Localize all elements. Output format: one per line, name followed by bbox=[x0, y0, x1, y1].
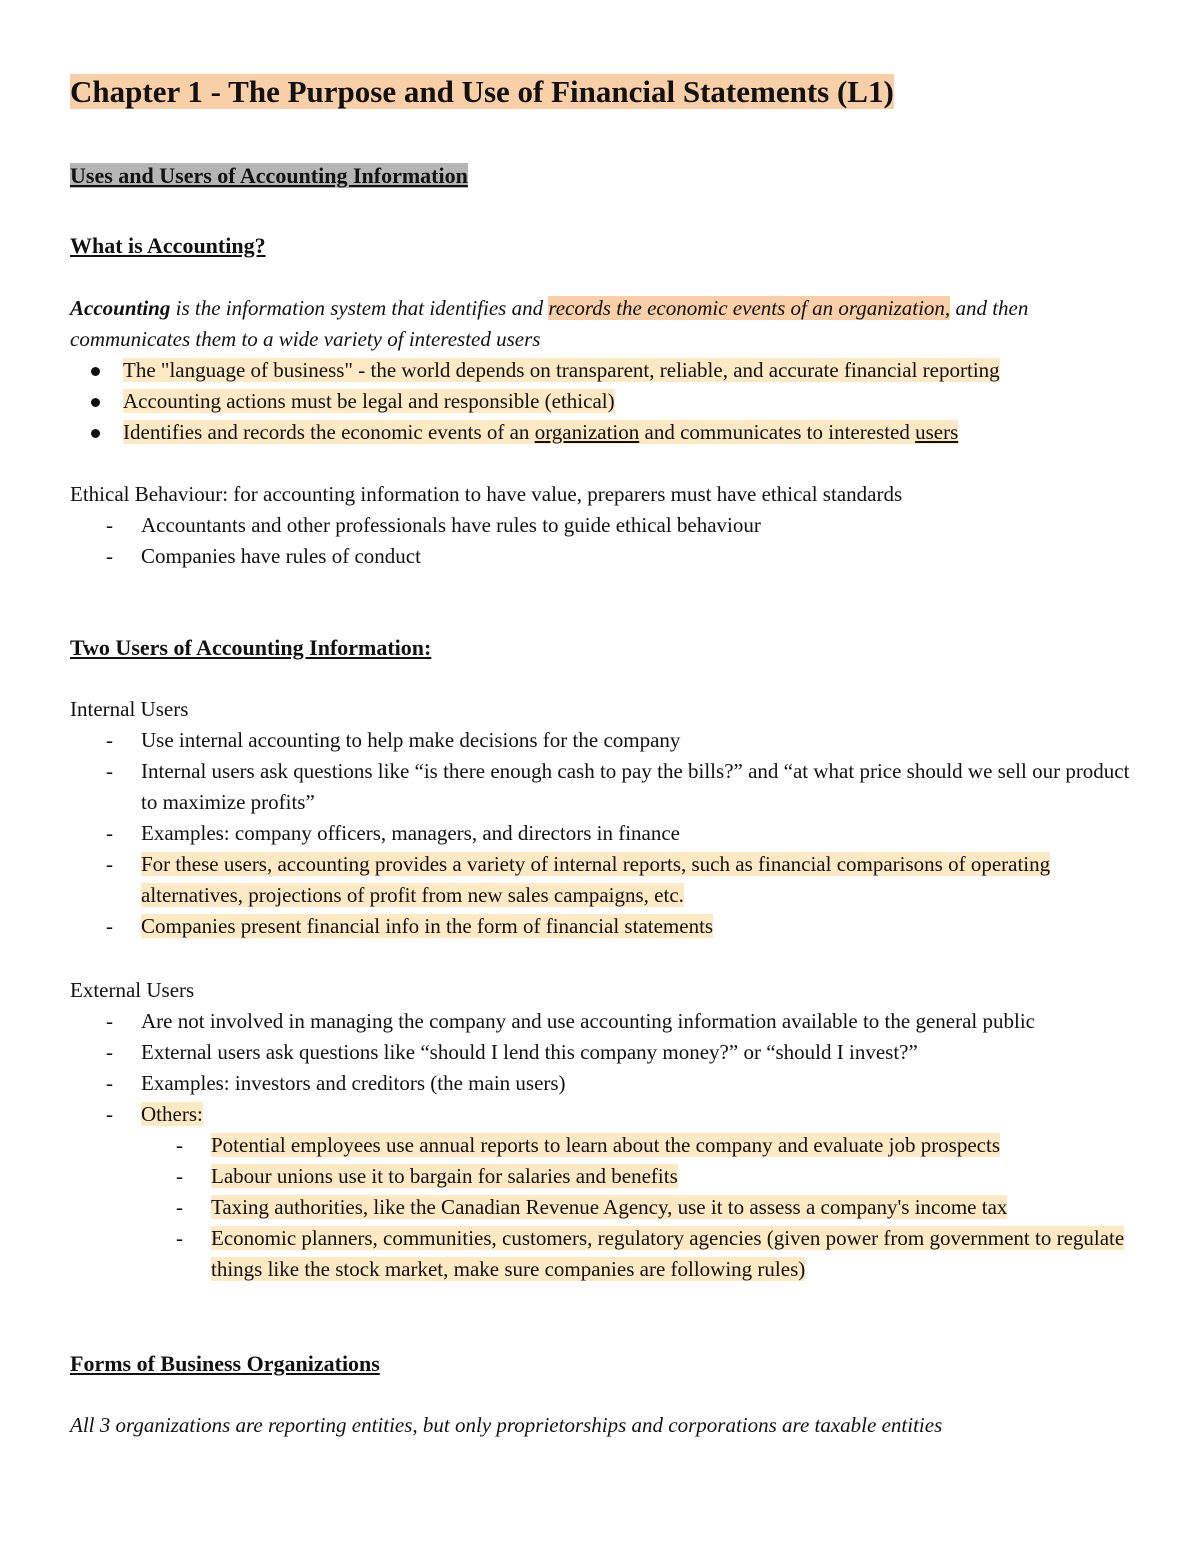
list-item: - Companies have rules of conduct bbox=[70, 541, 1140, 572]
dash-marker: - bbox=[176, 1164, 183, 1188]
dash-marker: - bbox=[106, 1009, 113, 1033]
list-item: - Examples: company officers, managers, and directors in finance bbox=[70, 818, 1140, 849]
internal-users-block bbox=[70, 694, 1140, 942]
ethical-behaviour-block bbox=[70, 479, 1140, 572]
dash-marker: - bbox=[106, 821, 113, 845]
list-item: - Examples: investors and creditors (the main users) bbox=[70, 1068, 1140, 1099]
list-item: - Taxing authorities, like the Canadian Revenue Agency, use it to assess a company's income tax bbox=[70, 1192, 1140, 1223]
external-users-block bbox=[70, 975, 1140, 1285]
dash-marker: - bbox=[106, 1071, 113, 1095]
dash-marker: - bbox=[106, 1040, 113, 1064]
list-item: Identifies and records the economic events of an organization and communicates to interested users bbox=[70, 417, 1140, 448]
external-users-label: External Users bbox=[70, 978, 195, 1002]
chapter-title-block bbox=[70, 72, 1140, 112]
list-item: - Are not involved in managing the company and use accounting information available to the general public bbox=[70, 1006, 1140, 1037]
list-item: - Potential employees use annual reports to learn about the company and evaluate job prospects bbox=[70, 1130, 1140, 1161]
ethics-intro: Ethical Behaviour: for accounting information to have value, preparers must have ethical standards bbox=[70, 482, 903, 506]
accounting-definition: Accounting is the information system that identifies and records the economic events of an organization, and then communicates them to a wide variety of interested users bbox=[70, 296, 1029, 351]
bullet-icon bbox=[91, 367, 100, 376]
dash-marker: - bbox=[106, 544, 113, 568]
bullet-icon bbox=[91, 398, 100, 407]
bullet-icon bbox=[91, 429, 100, 438]
dash-marker: - bbox=[106, 1102, 113, 1126]
dash-marker: - bbox=[106, 728, 113, 752]
list-item: - Economic planners, communities, customers, regulatory agencies (given power from government to regulate things like the stock market, make sure companies are following rules) bbox=[70, 1223, 1140, 1285]
dash-marker: - bbox=[106, 759, 113, 783]
internal-users-label: Internal Users bbox=[70, 697, 189, 721]
list-item: - Use internal accounting to help make decisions for the company bbox=[70, 725, 1140, 756]
list-item: The "language of business" - the world depends on transparent, reliable, and accurate financial reporting bbox=[70, 355, 1140, 386]
others-sublist bbox=[70, 1130, 1140, 1285]
dash-marker: - bbox=[106, 914, 113, 938]
forms-statement-block bbox=[70, 1410, 1140, 1441]
accounting-bullet-list bbox=[70, 355, 1140, 448]
dash-marker: - bbox=[176, 1195, 183, 1219]
chapter-title: Chapter 1 - The Purpose and Use of Financial Statements (L1) bbox=[70, 74, 894, 109]
definition-highlight: records the economic events of an organization, bbox=[548, 296, 951, 320]
dash-marker: - bbox=[176, 1133, 183, 1157]
list-item: - Internal users ask questions like “is there enough cash to pay the bills?” and “at what price should we sell our product to maximize profits” bbox=[70, 756, 1140, 818]
list-item: - Companies present financial info in the form of financial statements bbox=[70, 911, 1140, 942]
forms-statement: All 3 organizations are reporting entities, but only proprietorships and corporations are taxable entities bbox=[70, 1413, 943, 1437]
section-heading-uses: Uses and Users of Accounting Information bbox=[70, 163, 468, 188]
section-heading-forms: Forms of Business Organizations bbox=[70, 1351, 380, 1376]
list-item: - External users ask questions like “should I lend this company money?” or “should I invest?” bbox=[70, 1037, 1140, 1068]
definition-term: Accounting bbox=[70, 296, 171, 320]
dash-marker: - bbox=[106, 852, 113, 876]
list-item: - Labour unions use it to bargain for salaries and benefits bbox=[70, 1161, 1140, 1192]
list-item: - Accountants and other professionals have rules to guide ethical behaviour bbox=[70, 510, 1140, 541]
list-item: Accounting actions must be legal and responsible (ethical) bbox=[70, 386, 1140, 417]
list-item: - Others: bbox=[70, 1099, 1140, 1130]
section-heading-two-users: Two Users of Accounting Information: bbox=[70, 635, 432, 660]
dash-marker: - bbox=[176, 1226, 183, 1250]
dash-marker: - bbox=[106, 513, 113, 537]
subheading-what-is-accounting: What is Accounting? bbox=[70, 233, 266, 258]
list-item: - For these users, accounting provides a variety of internal reports, such as financial comparisons of operating alternatives, projections of profit from new sales campaigns, etc. bbox=[70, 849, 1140, 911]
